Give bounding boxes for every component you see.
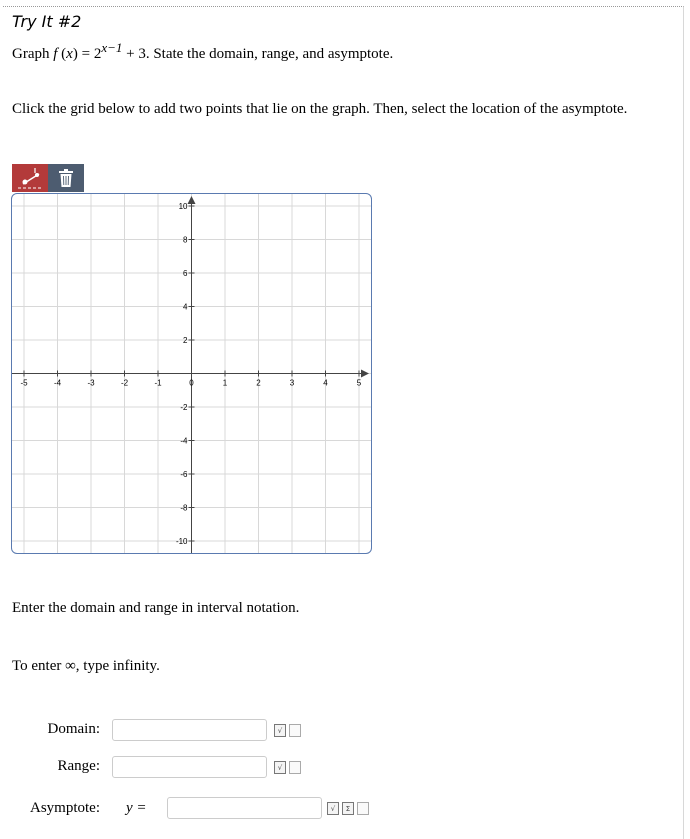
y-tick-label: -10 [176,537,188,546]
graph-toolbar [12,164,84,192]
math-editor-icon[interactable]: Σ [342,802,354,815]
x-tick-label: 0 [189,379,194,388]
trash-button[interactable] [48,164,84,192]
x-tick-label: 5 [357,379,362,388]
function-name: f [53,46,57,62]
infinity-symbol: ∞ [65,658,76,674]
function-base: 2 [94,46,102,62]
infinity-prefix: To enter [12,658,61,674]
x-tick-label: 1 [223,379,228,388]
range-input[interactable] [112,756,267,778]
x-tick-label: -4 [54,379,62,388]
y-tick-label: 4 [183,303,188,312]
y-tick-label: 2 [183,336,188,345]
asymptote-label: Asymptote: [12,800,100,817]
interval-instruction: Enter the domain and range in interval notation. [12,600,299,617]
y-tick-label: -8 [180,504,188,513]
problem-tail: + 3. State the domain, range, and asymptote. [126,46,393,62]
x-tick-label: -1 [154,379,162,388]
math-preview-icon[interactable]: √ [274,724,286,737]
y-tick-label: -2 [180,403,188,412]
x-tick-label: -2 [121,379,129,388]
x-axis-arrow-icon [361,370,369,378]
asymptote-input[interactable] [167,797,322,819]
problem-title: Try It #2 [12,12,81,31]
y-tick-label: -4 [180,437,188,446]
range-tools [274,761,301,774]
document-icon[interactable] [289,761,301,774]
document-icon[interactable] [357,802,369,815]
y-tick-label: -6 [180,470,188,479]
y-axis-arrow-icon [188,196,196,204]
x-tick-label: -5 [20,379,28,388]
infinity-instruction [12,658,160,675]
math-preview-icon[interactable]: √ [274,761,286,774]
domain-input[interactable] [112,719,267,741]
x-tick-label: 3 [290,379,295,388]
graph-instruction: Click the grid below to add two points that lie on the graph. Then, select the location of the asymptote. [12,101,627,118]
x-tick-label: 4 [323,379,328,388]
function-argument: x [66,46,73,62]
point-tool-button[interactable] [12,164,48,192]
y-tick-label: 6 [183,269,188,278]
graph-grid[interactable] [11,193,372,554]
domain-tools [274,724,301,737]
x-tick-label: -3 [87,379,95,388]
y-tick-label: 8 [183,236,188,245]
x-tick-label: 2 [256,379,261,388]
document-icon[interactable] [289,724,301,737]
infinity-suffix: , type infinity. [76,658,160,674]
function-exponent: x−1 [101,40,122,55]
range-label: Range: [30,758,100,775]
point-line-tool-icon [15,166,45,190]
problem-statement: Graph f $(x) = 2^{x-1} + 3$. State the domain, range, and asymptote. [12,40,393,63]
domain-label: Domain: [30,721,100,738]
asymptote-tools [327,802,369,815]
asymptote-prefix: y = [126,800,147,817]
graph-word: Graph [12,46,50,62]
math-preview-icon[interactable]: √ [327,802,339,815]
graph-canvas[interactable] [12,194,371,553]
trash-icon [57,168,75,188]
y-tick-label: 10 [179,202,188,211]
